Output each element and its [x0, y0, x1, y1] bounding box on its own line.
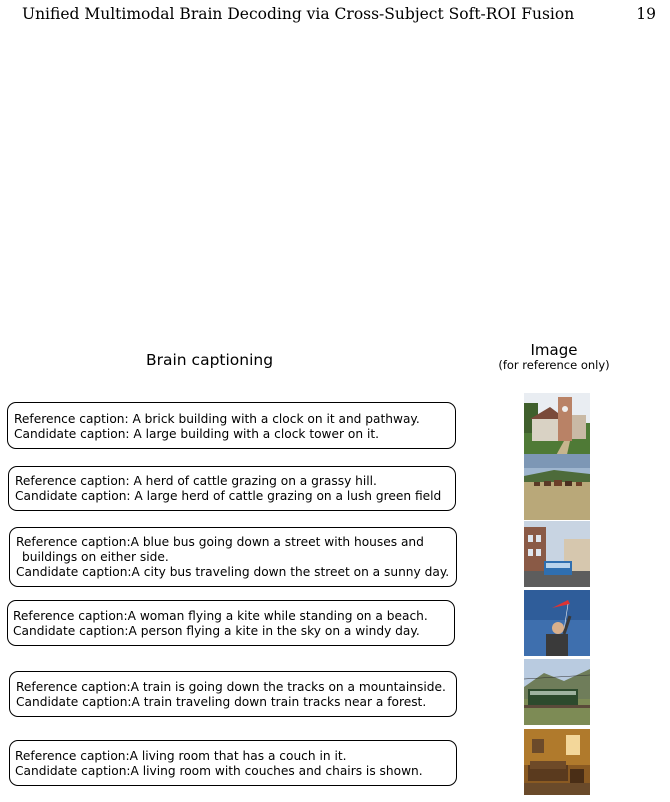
candidate-caption: Candidate caption: A large building with a clock tower on it.	[14, 427, 379, 441]
candidate-caption: Candidate caption:A train traveling down train tracks near a forest.	[16, 695, 427, 709]
running-title: Unified Multimodal Brain Decoding via Cross-Subject Soft-ROI Fusion	[22, 5, 575, 23]
candidate-caption: Candidate caption:A city bus traveling down the street on a sunny day.	[16, 565, 450, 579]
reference-caption: Reference caption:A woman flying a kite while standing on a beach.	[13, 609, 428, 623]
reference-caption: Reference caption: A herd of cattle grazing on a grassy hill.	[15, 474, 377, 488]
caption-box	[9, 527, 457, 587]
figure-right-title: Image	[530, 341, 578, 359]
reference-image	[524, 590, 590, 656]
figure-left-title: Brain captioning	[146, 351, 274, 369]
caption-box	[7, 402, 456, 449]
reference-image	[524, 521, 590, 587]
page-number: 19	[636, 5, 656, 23]
reference-image	[524, 393, 590, 459]
caption-box	[9, 671, 457, 717]
candidate-caption: Candidate caption: A large herd of cattle grazing on a lush green field	[15, 489, 442, 503]
caption-box	[7, 600, 455, 646]
reference-image	[524, 454, 590, 520]
caption-box	[8, 466, 456, 511]
figure-right-subtitle: (for reference only)	[498, 358, 610, 372]
reference-image	[524, 659, 590, 725]
reference-caption: Reference caption:A train is going down the tracks on a mountainside.	[16, 680, 446, 694]
reference-image	[524, 729, 590, 795]
caption-box	[9, 740, 457, 786]
reference-caption: Reference caption: A brick building with a clock on it and pathway.	[14, 412, 420, 426]
candidate-caption: Candidate caption:A person flying a kite in the sky on a windy day.	[13, 624, 420, 638]
reference-caption: Reference caption:A blue bus going down a street with houses and	[16, 535, 424, 549]
running-header	[22, 5, 662, 27]
reference-caption-continued: buildings on either side.	[22, 550, 169, 564]
candidate-caption: Candidate caption:A living room with couches and chairs is shown.	[15, 764, 423, 778]
figure-right-header	[486, 342, 622, 372]
reference-caption: Reference caption:A living room that has a couch in it.	[15, 749, 347, 763]
